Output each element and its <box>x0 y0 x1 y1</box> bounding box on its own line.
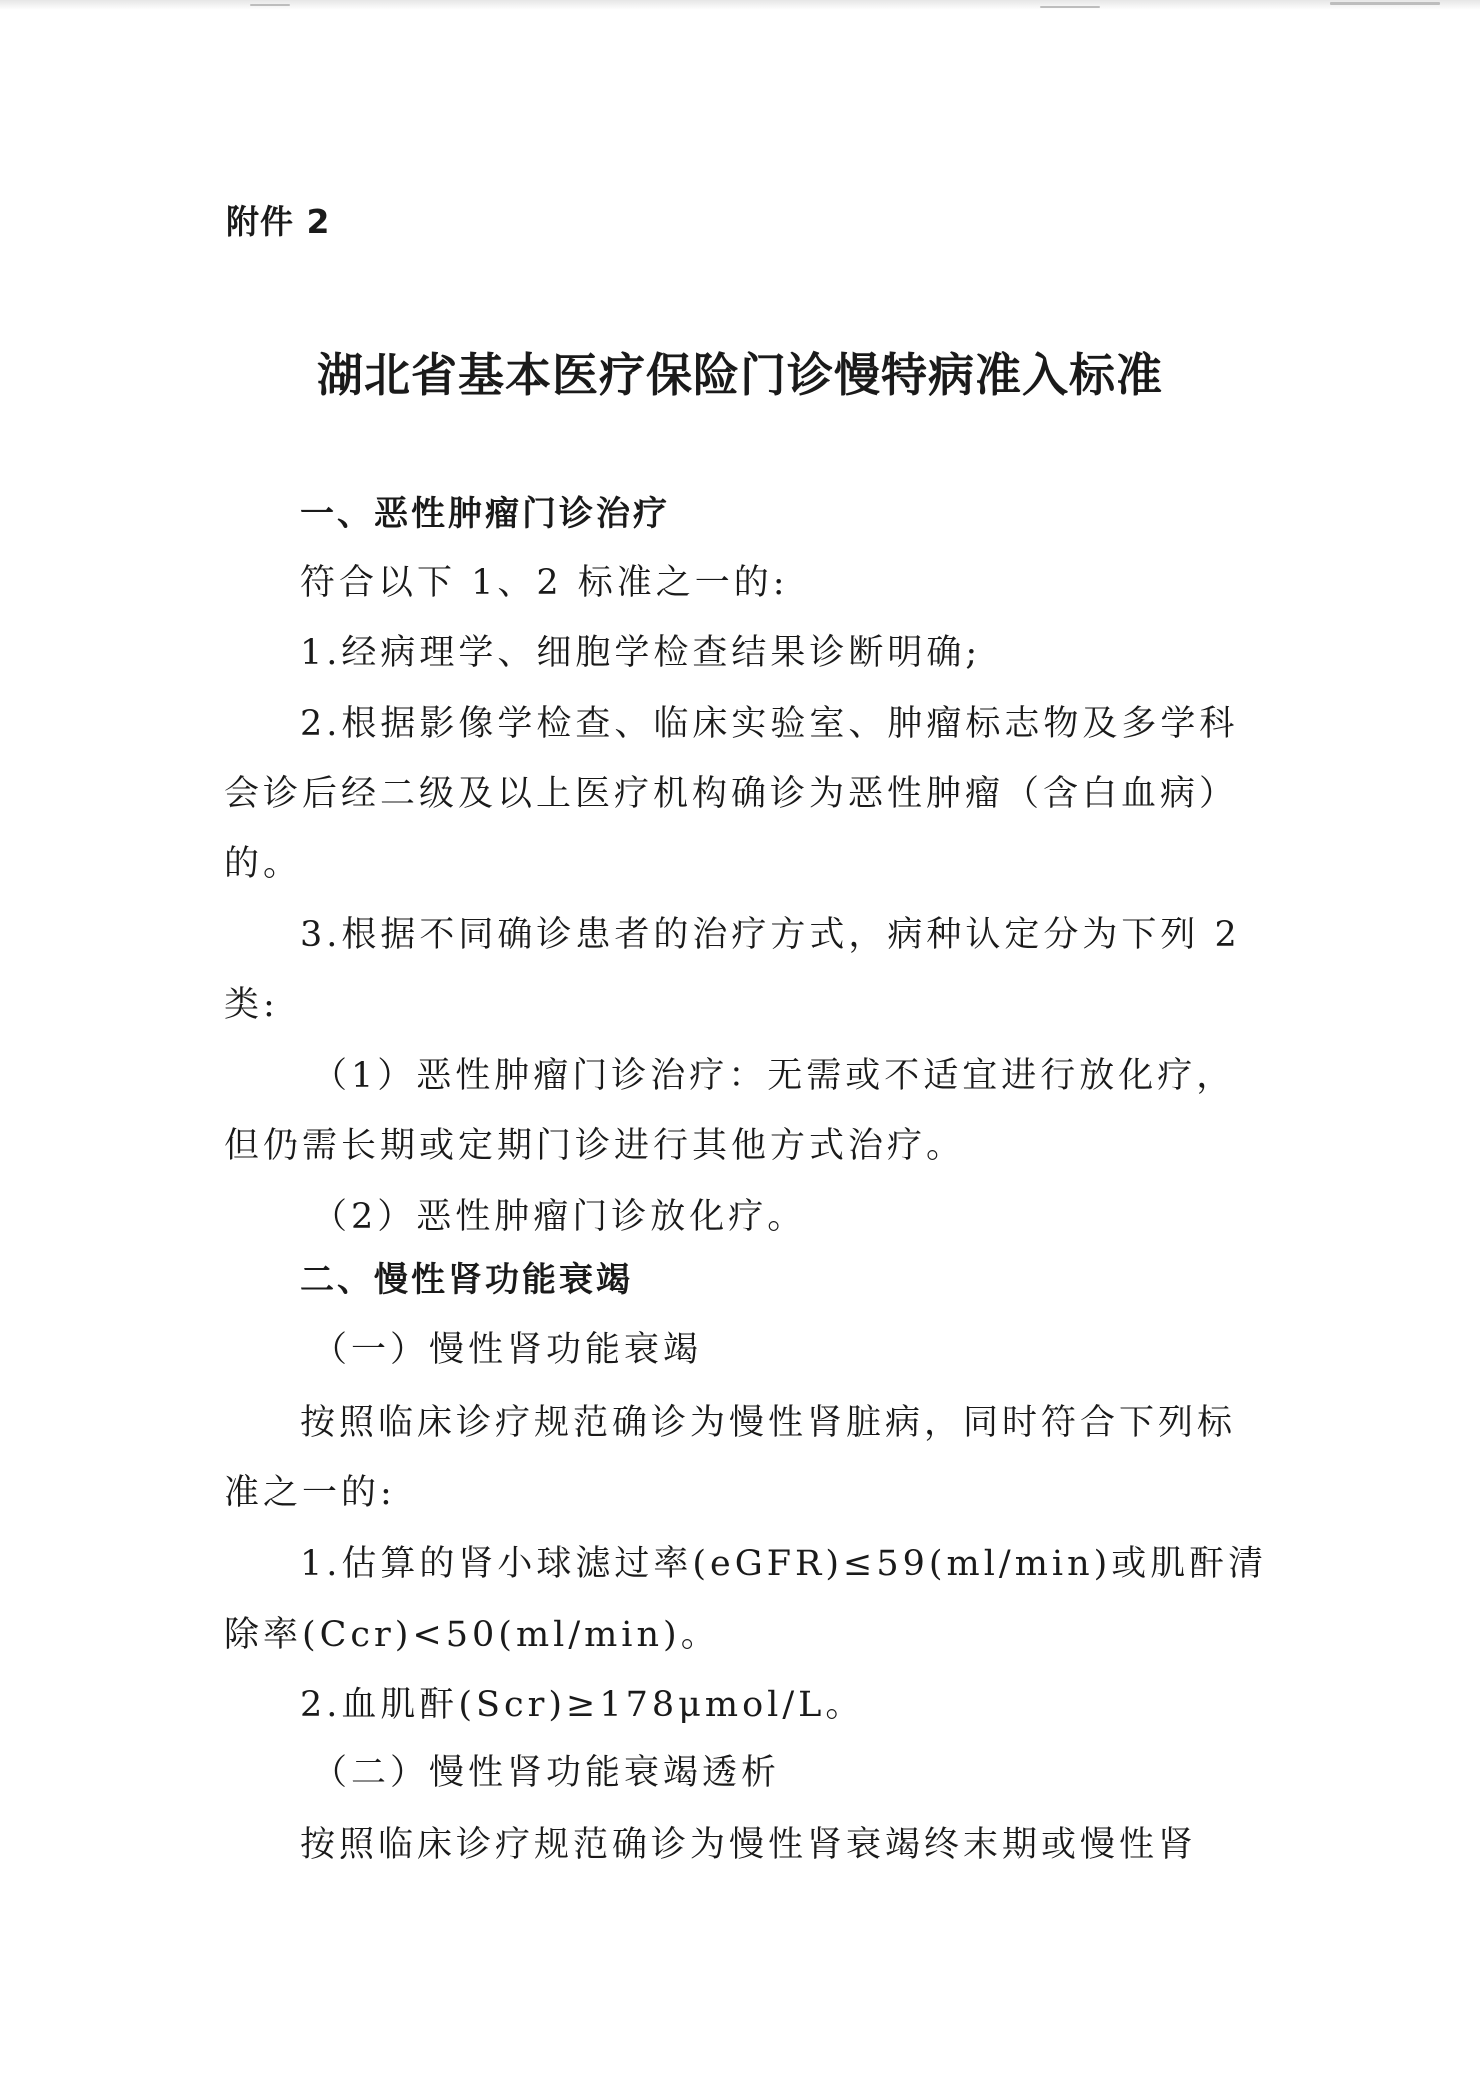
section-heading-chronic-renal-failure: 二、慢性肾功能衰竭 <box>300 1260 633 1300</box>
paragraph-line: 会诊后经二级及以上医疗机构确诊为恶性肿瘤（含白血病） <box>224 774 1239 814</box>
document-title: 湖北省基本医疗保险门诊慢特病准入标准 <box>317 348 1163 402</box>
paragraph-line: 类: <box>224 985 279 1025</box>
paragraph-line: 准之一的: <box>224 1473 396 1513</box>
paragraph-line: 2.血肌酐(Scr)≥178μmol/L。 <box>300 1685 865 1725</box>
paragraph-line: 按照临床诊疗规范确诊为慢性肾衰竭终末期或慢性肾 <box>300 1825 1198 1865</box>
scan-speck <box>1330 2 1440 5</box>
paragraph-line: 2.根据影像学检查、临床实验室、肿瘤标志物及多学科 <box>300 704 1239 744</box>
paragraph-line: 符合以下 1、2 标准之一的: <box>300 563 789 603</box>
subsection-heading: （一）慢性肾功能衰竭 <box>312 1330 703 1370</box>
paragraph-line: （2）恶性肿瘤门诊放化疗。 <box>312 1197 807 1237</box>
paragraph-line: （1）恶性肿瘤门诊治疗：无需或不适宜进行放化疗， <box>312 1056 1236 1096</box>
paragraph-line: 3.根据不同确诊患者的治疗方式，病种认定分为下列 2 <box>300 915 1241 955</box>
paragraph-line: 除率(Ccr)<50(ml/min)。 <box>224 1615 720 1655</box>
attachment-label: 附件 2 <box>226 202 331 241</box>
scan-speck <box>250 4 290 6</box>
scan-speck <box>1040 6 1100 8</box>
scan-edge-shadow <box>0 0 1480 10</box>
section-heading-malignant-tumor: 一、恶性肿瘤门诊治疗 <box>300 494 670 534</box>
paragraph-line: 1.估算的肾小球滤过率(eGFR)≤59(ml/min)或肌酐清 <box>300 1544 1268 1584</box>
paragraph-line: 1.经病理学、细胞学检查结果诊断明确; <box>300 633 982 673</box>
subsection-heading: （二）慢性肾功能衰竭透析 <box>312 1753 781 1793</box>
paragraph-line: 但仍需长期或定期门诊进行其他方式治疗。 <box>224 1126 966 1166</box>
paragraph-line: 按照临床诊疗规范确诊为慢性肾脏病，同时符合下列标 <box>300 1403 1237 1443</box>
paragraph-line: 的。 <box>224 844 303 884</box>
